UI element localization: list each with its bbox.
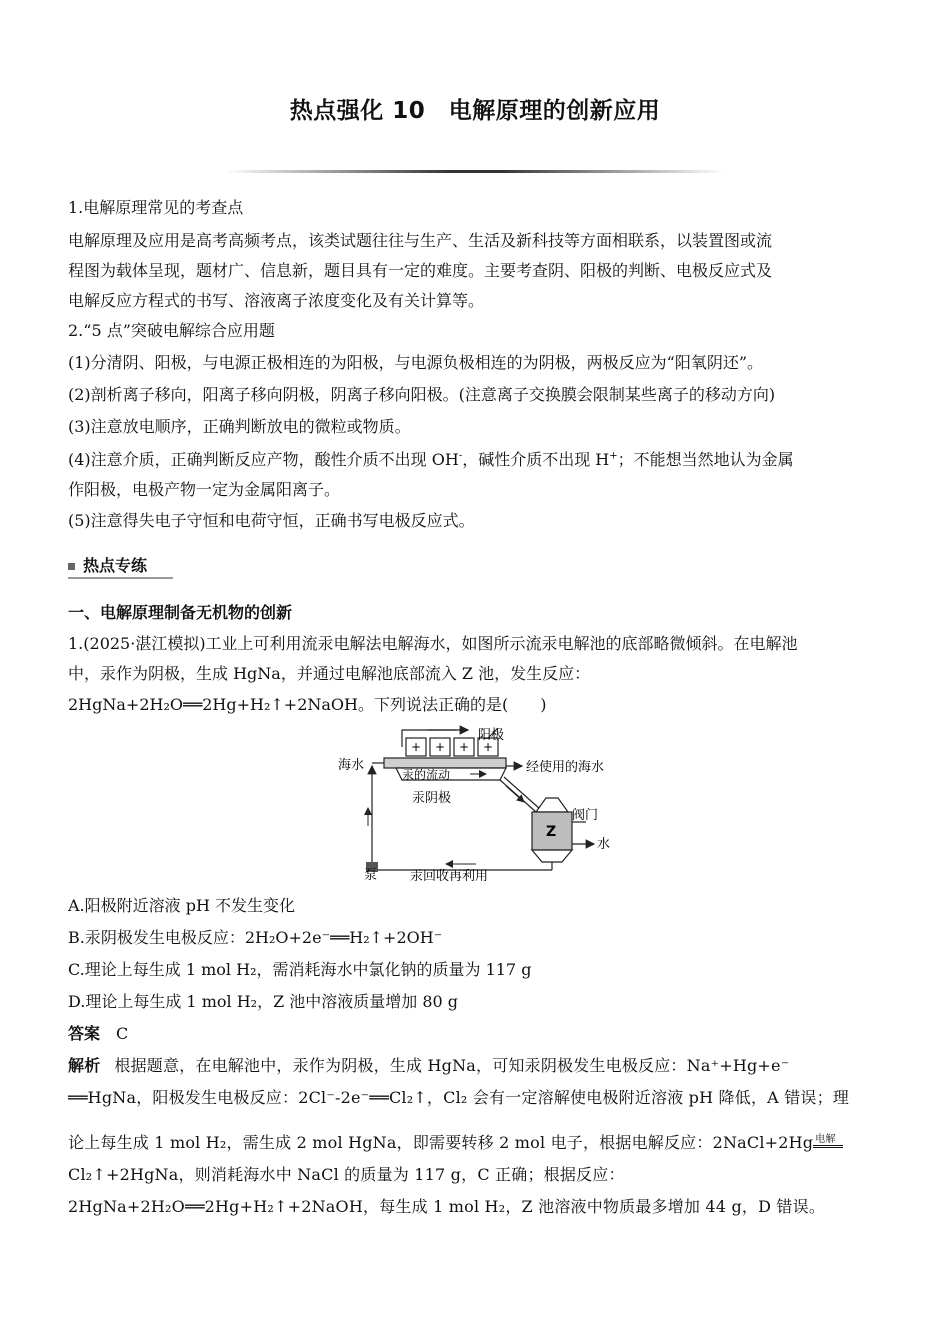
option-a: A.阳极附近溶液 pH 不发生变化 xyxy=(68,896,296,915)
tip-item-4-part: ；不能想当然地认为金属 xyxy=(617,450,794,469)
intro-paragraph-line: 程图为载体呈现，题材广、信息新，题目具有一定的难度。主要考查阴、阳极的判断、电极反应式及 xyxy=(68,261,773,280)
option-d: D.理论上每生成 1 mol H₂，Z 池中溶液质量增加 80 g xyxy=(68,992,459,1011)
label-anode: 阳极 xyxy=(478,728,505,743)
tip-item-4-continued: 作阳极，电极产物一定为金属阳离子。 xyxy=(68,480,341,499)
label-recycle: 汞回收再利用 xyxy=(410,869,489,884)
analysis-line: 2HgNa+2H₂O══2Hg+H₂↑+2NaOH，每生成 1 mol H₂，Z 池溶液中物质最多增加 44 g，D 错误。 xyxy=(68,1197,826,1216)
electrolytic-cell-top xyxy=(384,758,506,768)
analysis-row xyxy=(68,1056,789,1076)
label-seawater: 海水 xyxy=(338,758,365,773)
intro-heading-1: 1.电解原理常见的考查点 xyxy=(68,198,244,217)
label-pump: 泵 xyxy=(364,868,378,883)
electrolysis-diagram xyxy=(336,722,616,884)
tip-item-4-part: ，碱性介质不出现 H xyxy=(462,450,610,469)
title-divider xyxy=(225,170,725,173)
question-line: 1.(2025·湛江模拟)工业上可利用流汞电解法电解海水，如图所示流汞电解池的底部略微倾斜。在电解池 xyxy=(68,634,798,653)
electrolysis-label: 电解 xyxy=(815,1134,836,1145)
analysis-line: 根据题意，在电解池中，汞作为阴极，生成 HgNa，可知汞阴极发生电极反应：Na⁺+Hg+e⁻ xyxy=(114,1056,790,1075)
answer-row xyxy=(68,1024,128,1044)
label-z: Z xyxy=(546,824,557,840)
tip-item-1: (1)分清阴、阳极，与电源正极相连的为阳极，与电源负极相连的为阴极，两极反应为“阳氧阴还”。 xyxy=(68,353,764,372)
analysis-label: 解析 xyxy=(68,1056,101,1075)
section-tag-label: 热点专练 xyxy=(83,556,148,575)
tip-item-3: (3)注意放电顺序，正确判断放电的微粒或物质。 xyxy=(68,417,411,436)
label-mercury-cathode: 汞阴极 xyxy=(412,791,452,806)
square-bullet-icon xyxy=(68,563,75,570)
subsection-heading: 一、电解原理制备无机物的创新 xyxy=(68,603,293,622)
analysis-line: 论上每生成 1 mol H₂，需生成 2 mol HgNa，即需要转移 2 mol 电子，根据电解反应：2NaCl+2Hg xyxy=(68,1133,814,1152)
question-equation: 2HgNa+2H₂O══2Hg+H₂↑+2NaOH。下列说法正确的是( ) xyxy=(68,695,547,714)
analysis-line: ══HgNa，阳极发生电极反应：2Cl⁻-2e⁻══Cl₂↑，Cl₂ 会有一定溶解使电极附近溶液 pH 降低，A 错误；理 xyxy=(68,1088,849,1107)
option-c: C.理论上每生成 1 mol H₂，需消耗海水中氯化钠的质量为 117 g xyxy=(68,960,532,979)
section-tag-underline xyxy=(68,577,173,579)
page-title: 热点强化 10 电解原理的创新应用 xyxy=(289,98,661,124)
analysis-line: Cl₂↑+2HgNa，则消耗海水中 NaCl 的质量为 117 g，C 正确；根据反应： xyxy=(68,1165,625,1184)
answer-label: 答案 xyxy=(68,1024,101,1043)
intro-paragraph-line: 电解反应方程式的书写、溶液离子浓度变化及有关计算等。 xyxy=(68,291,485,310)
tip-item-4 xyxy=(68,450,794,470)
plus-sign: + xyxy=(435,740,446,754)
question-line: 中，汞作为阴极，生成 HgNa，并通过电解池底部流入 Z 池，发生反应： xyxy=(68,664,591,683)
section-tag xyxy=(68,553,147,576)
option-b: B.汞阴极发生电极反应：2H₂O+2e⁻══H₂↑+2OH⁻ xyxy=(68,928,443,947)
superscript-minus: - xyxy=(458,450,463,462)
plus-sign: + xyxy=(483,740,494,754)
label-used-seawater: 经使用的海水 xyxy=(526,760,605,775)
intro-heading-2: 2.“5 点”突破电解综合应用题 xyxy=(68,321,275,340)
plus-sign: + xyxy=(459,740,470,754)
superscript-plus: + xyxy=(609,450,618,462)
analysis-line-with-condition xyxy=(68,1133,845,1153)
tip-item-5: (5)注意得失电子守恒和电荷守恒，正确书写电极反应式。 xyxy=(68,511,475,530)
label-mercury-flow: 汞的流动 xyxy=(402,768,451,782)
tip-item-4-part: (4)注意介质，正确判断反应产物，酸性介质不出现 OH xyxy=(68,450,459,469)
label-water: 水 xyxy=(597,837,611,852)
label-valve: 阀门 xyxy=(572,808,599,823)
plus-sign: + xyxy=(411,740,422,754)
intro-paragraph-line: 电解原理及应用是高考高频考点，该类试题往往与生产、生活及新科技等方面相联系，以装置图或流 xyxy=(68,231,773,250)
answer-value: C xyxy=(116,1024,129,1043)
tip-item-2: (2)剖析离子移向，阳离子移向阴极，阴离子移向阳极。(注意离子交换膜会限制某些离子的移动方向) xyxy=(68,385,776,404)
